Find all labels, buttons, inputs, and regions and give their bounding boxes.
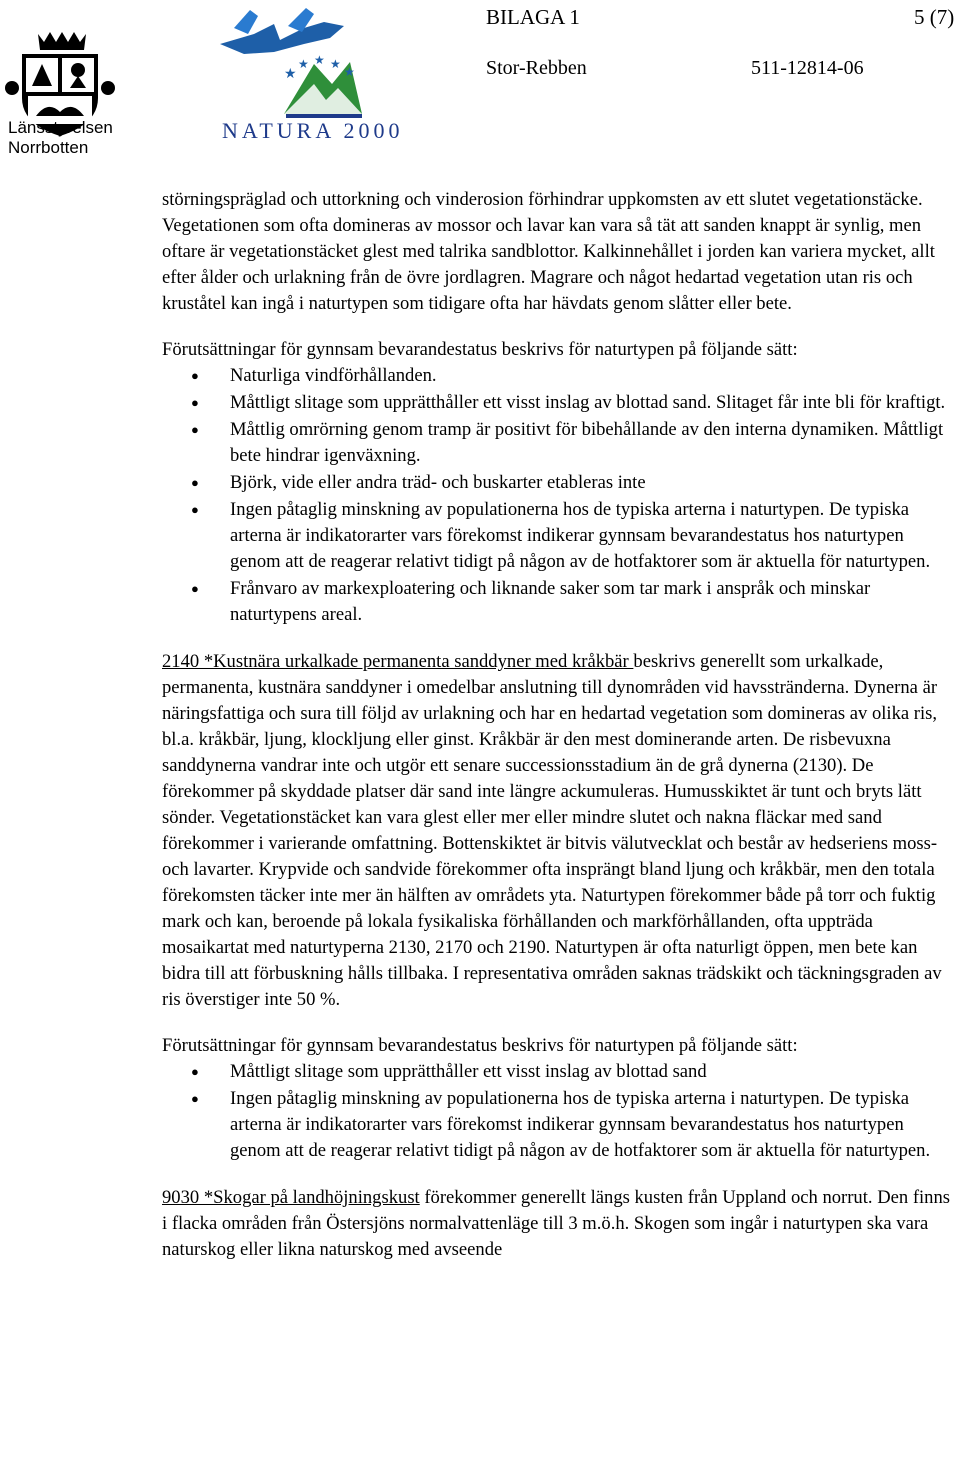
svg-text:★: ★: [344, 65, 355, 79]
paragraph-2140: [162, 649, 958, 1013]
organization-name: [8, 118, 113, 158]
list-item: ● Måttligt slitage som upprätthåller ett visst inslag av blottad sand. Slitaget får inte bli för kraftigt.: [162, 390, 958, 416]
list-item: ● Måttlig omrörning genom tramp är positivt för bibehållande av den interna dynamiken. Måttligt bete hindrar igenväxning.: [162, 417, 958, 469]
page-header: [0, 0, 960, 170]
conditions-list-1: [162, 363, 958, 628]
organization-name-line1: Länsstyrelsen: [8, 118, 113, 137]
habitat-heading-9030: 9030 *Skogar på landhöjningskust: [162, 1187, 420, 1208]
svg-text:★: ★: [330, 57, 341, 71]
site-name: Stor-Rebben: [486, 57, 587, 79]
annex-label: BILAGA 1: [486, 5, 580, 29]
document-body: [162, 187, 958, 1263]
list-item: ● Frånvaro av markexploatering och liknande saker som tar mark i anspråk och minskar naturtypens areal.: [162, 576, 958, 628]
svg-text:★: ★: [284, 67, 297, 82]
svg-text:★: ★: [314, 53, 325, 67]
list-item: ● Måttligt slitage som upprätthåller ett visst inslag av blottad sand: [162, 1059, 958, 1085]
habitat-text-9030: förekommer generellt längs kusten från Uppland och norrut. Den finns i flacka områden från Östersjöns normalvattenläge till 3 m.ö.h. Skogen som ingår i naturtypen ska vara naturskog eller likna naturskog med avseende: [162, 1187, 951, 1260]
paragraph-2130-description: störningspräglad och uttorkning och vinderosion förhindrar uppkomsten av ett slutet vegetationstäcke. Vegetationen som ofta domineras av mossor och lavar kan vara så tät att sanden knappt är synlig, men oftare är vegetationstäcket glest med talrika sandblottor. Kalkinnehållet i jorden kan variera mycket, allt efter ålder och urlakning från de övre jordlagren. Magrare och något hedartad vegetation utan ris och kruståtel kan ingå i naturtypen som tidigare ofta har hävdats genom slåtter eller bete.: [162, 189, 935, 314]
habitat-heading-2140: 2140 *Kustnära urkalkade permanenta sanddyner med kråkbär: [162, 651, 634, 672]
page-number: 5 (7): [914, 5, 955, 29]
paragraph-9030: [162, 1185, 958, 1263]
list-item: ● Naturliga vindförhållanden.: [162, 363, 958, 389]
list-item: ● Björk, vide eller andra träd- och buskarter etableras inte: [162, 470, 958, 496]
organization-name-line2: Norrbotten: [8, 138, 89, 157]
conditions-list-2: [162, 1059, 958, 1164]
habitat-text-2140: beskrivs generellt som urkalkade, permanenta, kustnära sanddyner i omedelbar anslutning till dynområden vid havsstränderna. Dynerna är näringsfattiga och sura till följd av urlakning och har en hedartad vegetation som domineras av olika ris, bl.a. kråkbär, ljung, klockljung eller ginst. Kråkbär är den mest dominerande arten. De risbevuxna sanddynerna vandrar inte och utgör ett senare successionsstadium än de grå dynerna (2130). De förekommer på skyddade platser där sand inte längre ackumuleras. Humusskiktet är tunt och bryts lätt sönder. Vegetationstäcket kan vara glest eller mer eller mindre slutet och nakna fläckar med sand förekommer i varierande omfattning. Bottenskiktet är bitvis välutvecklat och består av hedseriens moss- och lavarter. Krypvide och sandvide förekommer ofta insprängt bland ljung och kråkbär, men den totala förekomsten täcker inte mer än hälften av områdets yta. Naturtypen förekommer både på torr och fuktig mark och kan, beroende på lokala fysikaliska förhållanden och markförhållanden, ofta uppträda mosaikartat med naturtyperna 2130, 2170 och 2190. Naturtypen är ofta naturligt öppen, men bete kan bidra till att förbuskning hålls tillbaka. I representativa områden saknas trädskikt och täckningsgraden av ris överstiger inte 50 %.: [162, 651, 942, 1010]
svg-text:★: ★: [298, 57, 309, 71]
list-item: ● Ingen påtaglig minskning av populationerna hos de typiska arterna i naturtypen. De typiska arterna är indikatorarter vars förekomst indikerar gynnsam bevarandestatus hos naturtypen genom att de reagerar relativt tidigt på någon av de hotfaktorer som är aktuella för naturtypen.: [162, 497, 958, 575]
list-item: ● Ingen påtaglig minskning av populationerna hos de typiska arterna i naturtypen. De typiska arterna är indikatorarter vars förekomst indikerar gynnsam bevarandestatus hos naturtypen genom att de reagerar relativt tidigt på någon av de hotfaktorer som är aktuella för naturtypen.: [162, 1086, 958, 1164]
document-number: 511-12814-06: [751, 57, 864, 79]
conditions-intro-2: Förutsättningar för gynnsam bevarandestatus beskrivs för naturtypen på följande sätt:: [162, 1035, 798, 1056]
conditions-intro-1: Förutsättningar för gynnsam bevarandestatus beskrivs för naturtypen på följande sätt:: [162, 339, 798, 360]
natura-logo-text: NATURA 2000: [222, 118, 404, 143]
